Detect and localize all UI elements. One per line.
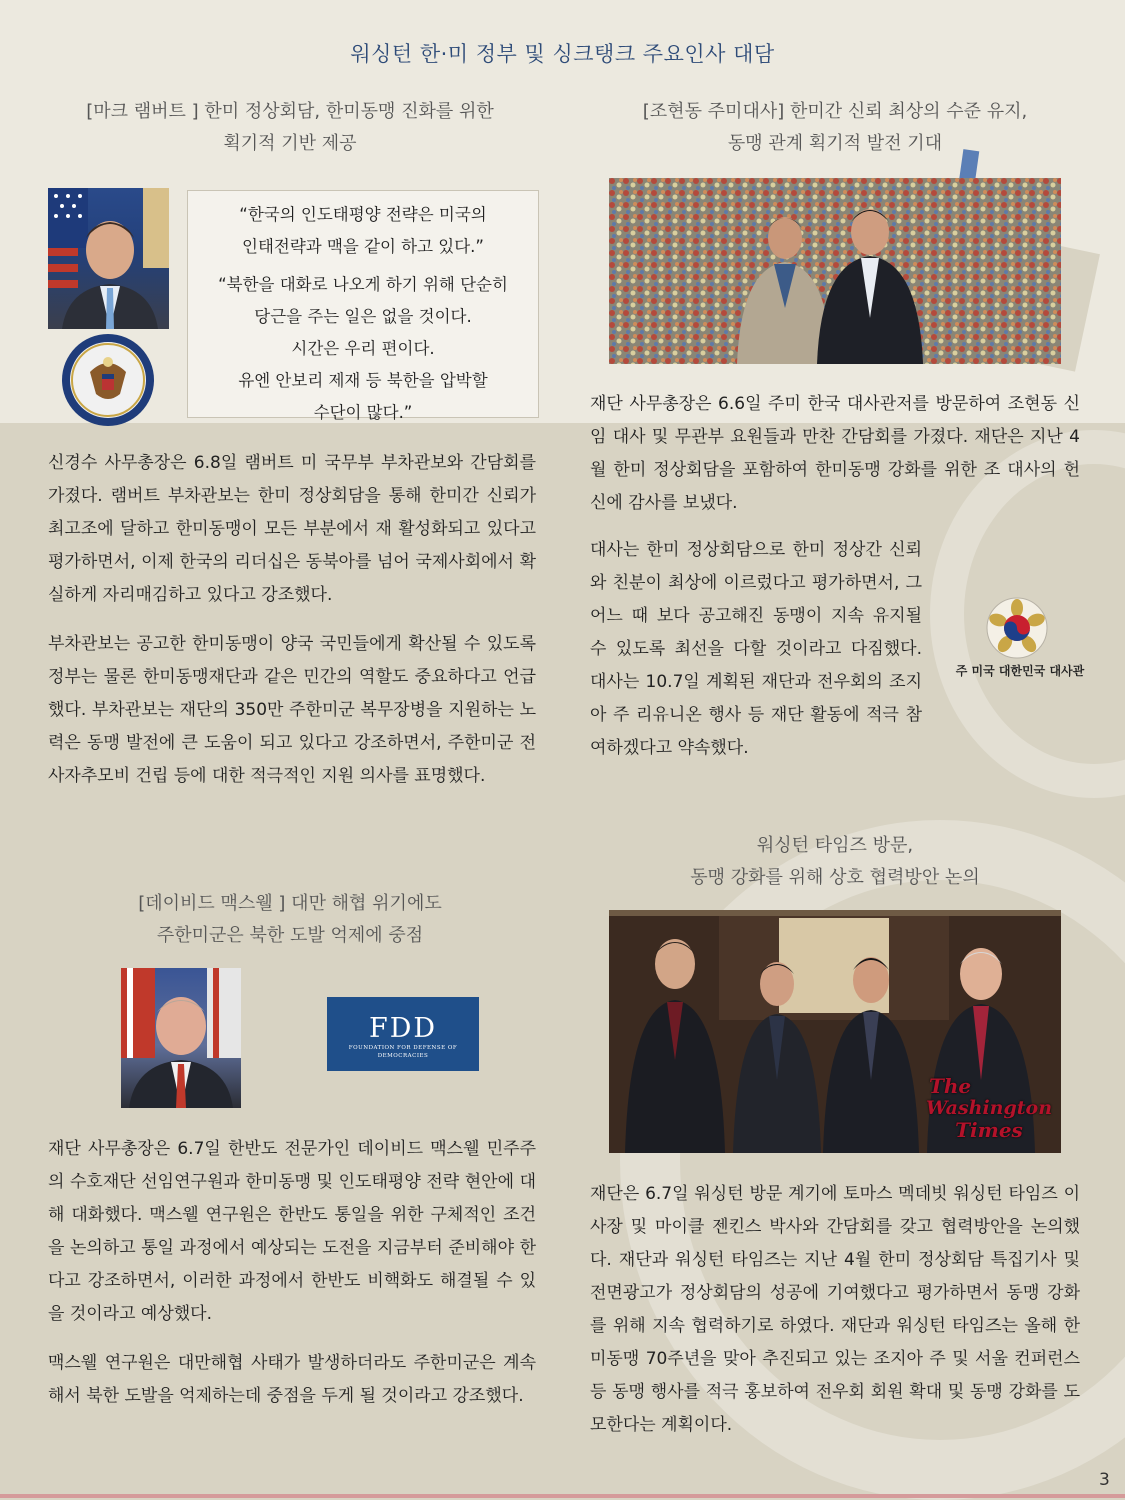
maxwell-heading — [40, 888, 540, 952]
times-heading-line1: 워싱턴 타임즈 방문, — [756, 835, 914, 856]
times-heading-line2: 동맹 강화를 위해 상호 협력방안 논의 — [690, 867, 980, 888]
times-heading — [585, 830, 1085, 894]
lambert-portrait-photo — [48, 188, 169, 329]
maxwell-paragraph-1: 재단 사무총장은 6.7일 한반도 전문가인 데이비드 맥스웰 민주주의 수호재단 선임연구원과 한미동맹 및 인도태평양 전략 현안에 대해 대화했다. 맥스웰 연구원은 한반도 통일을 위한 구체적인 조건을 논의하고 통일 과정에서 예상되는 도전을 지금부터 준비해야 한다고 강조하면서, 이러한 과정에서 한반도 비핵화도 해결될 수 있을 것이라고 예상했다. — [48, 1139, 536, 1324]
ambassador-paragraph-1: 재단 사무총장은 6.6일 주미 한국 대사관저를 방문하여 조현동 신임 대사 및 무관부 요원들과 만찬 간담회를 가졌다. 재단은 지난 4월 한미 정상회담을 포함하여 한미동맹 강화를 위한 조 대사의 헌신에 감사를 보냈다. — [590, 394, 1080, 513]
times-paragraph-1: 재단은 6.7일 워싱턴 방문 계기에 토마스 멕데빗 워싱턴 타임즈 이사장 및 마이클 젠킨스 박사와 간담회를 갖고 협력방안을 논의했다. 재단과 워싱턴 타임즈는 지난 4월 한미 정상회담 특집기사 및 전면광고가 정상회담의 성공에 기여했다고 평가하면서 동맹 강화를 위해 지속 협력하기로 하였다. 재단과 워싱턴 타임즈는 올해 한미동맹 70주년을 맞아 추진되고 있는 조지아 주 및 서울 컨퍼런스 등 동맹 행사를 적극 홍보하여 전우회 회원 확대 및 동맹 강화를 도모한다는 계획이다. — [590, 1184, 1080, 1435]
ambassador-heading — [585, 96, 1085, 160]
page-title: 워싱턴 한·미 정부 및 싱크탱크 주요인사 대담 — [350, 42, 775, 66]
fdd-logo-text: FDD — [368, 1013, 438, 1044]
page-number: 3 — [1099, 1470, 1110, 1490]
times-article — [590, 1178, 1080, 1442]
washington-times-photo — [609, 910, 1061, 1153]
quote-line: 당근을 주는 일은 없을 것이다. — [254, 307, 472, 326]
embassy-emblem — [985, 596, 1049, 660]
fdd-logo — [327, 997, 479, 1071]
lambert-heading — [40, 96, 540, 160]
quote-line: “한국의 인도태평양 전략은 미국의 — [239, 205, 487, 224]
maxwell-article — [48, 1133, 536, 1413]
lambert-heading-line2: 획기적 기반 제공 — [223, 133, 357, 154]
lambert-article — [48, 447, 536, 793]
state-department-seal — [60, 332, 156, 428]
maxwell-heading-line2: 주한미군은 북한 도발 억제에 중점 — [156, 925, 424, 946]
times-logo-line3: Times — [955, 1118, 1023, 1142]
lambert-quote-box — [187, 190, 539, 422]
quote-line: 수단이 많다.” — [313, 403, 413, 422]
quote-line: “북한을 대화로 나오게 하기 위해 단순히 — [218, 275, 508, 294]
maxwell-heading-line1: [데이비드 맥스웰 ] 대만 해협 위기에도 — [138, 893, 442, 914]
times-logo-line2: Washington — [925, 1097, 1053, 1119]
lambert-paragraph-1: 신경수 사무총장은 6.8일 램버트 미 국무부 부차관보와 간담회를 가졌다. 램버트 부차관보는 한미 정상회담을 통해 한미간 신뢰가 최고조에 달하고 한미동맹이 모든 부분에서 재 활성화되고 있다고 평가하면서, 이제 한국의 리더십은 동북아를 넘어 국제사회에서 확실하게 자리매김하고 있다고 강조했다. — [48, 453, 536, 605]
portrait-illustration — [48, 188, 169, 329]
quote-line: 시간은 우리 편이다. — [291, 339, 435, 358]
lambert-heading-line1: [마크 램버트 ] 한미 정상회담, 한미동맹 진화를 위한 — [86, 101, 494, 122]
ambassador-article-2 — [590, 534, 922, 765]
quote-line: 인태전략과 맥을 같이 하고 있다.” — [242, 237, 484, 256]
times-logo-line1: The — [929, 1074, 972, 1098]
korea-emblem-icon — [985, 596, 1049, 660]
embassy-label: 주 미국 대한민국 대사관 — [955, 664, 1085, 678]
fdd-logo-subtext: FOUNDATION FOR DEFENSE OF DEMOCRACIES — [348, 1045, 458, 1059]
washington-times-logo — [919, 1075, 1059, 1141]
ambassador-article-1 — [590, 388, 1080, 520]
ambassador-heading-line1: [조현동 주미대사] 한미간 신뢰 최상의 수준 유지, — [642, 101, 1028, 122]
maxwell-paragraph-2: 맥스웰 연구원은 대만해협 사태가 발생하더라도 주한미군은 계속해서 북한 도발을 억제하는데 중점을 두게 될 것이라고 강조했다. — [48, 1353, 536, 1406]
ambassador-paragraph-2: 대사는 한미 정상회담으로 한미 정상간 신뢰와 친분이 최상에 이르렀다고 평가하면서, 그 어느 때 보다 공고해진 동맹이 지속 유지될 수 있도록 최선을 다할 것이라고 다짐했다. 대사는 10.7일 계획된 재단과 전우회의 조지아 주 리유니온 행사 등 재단 활동에 적극 참여하겠다고 약속했다. — [590, 540, 922, 758]
portrait-illustration — [121, 968, 241, 1108]
photo-illustration — [609, 178, 1061, 364]
ambassador-meeting-photo — [609, 178, 1061, 364]
footer-rule — [0, 1494, 1125, 1498]
ambassador-heading-line2: 동맹 관계 획기적 발전 기대 — [727, 133, 943, 154]
seal-icon — [60, 332, 156, 428]
maxwell-portrait-photo — [121, 968, 241, 1108]
lambert-paragraph-2: 부차관보는 공고한 한미동맹이 양국 국민들에게 확산될 수 있도록 정부는 물론 한미동맹재단과 같은 민간의 역할도 중요하다고 언급했다. 부차관보는 재단의 350만 주한미군 복무장병을 지원하는 노력은 동맹 발전에 큰 도움이 되고 있다고 강조하면서, 주한미군 전사자추모비 건립 등에 대한 적극적인 지원 의사를 표명했다. — [48, 634, 536, 786]
quote-line: 유엔 안보리 제재 등 북한을 압박할 — [238, 371, 488, 390]
